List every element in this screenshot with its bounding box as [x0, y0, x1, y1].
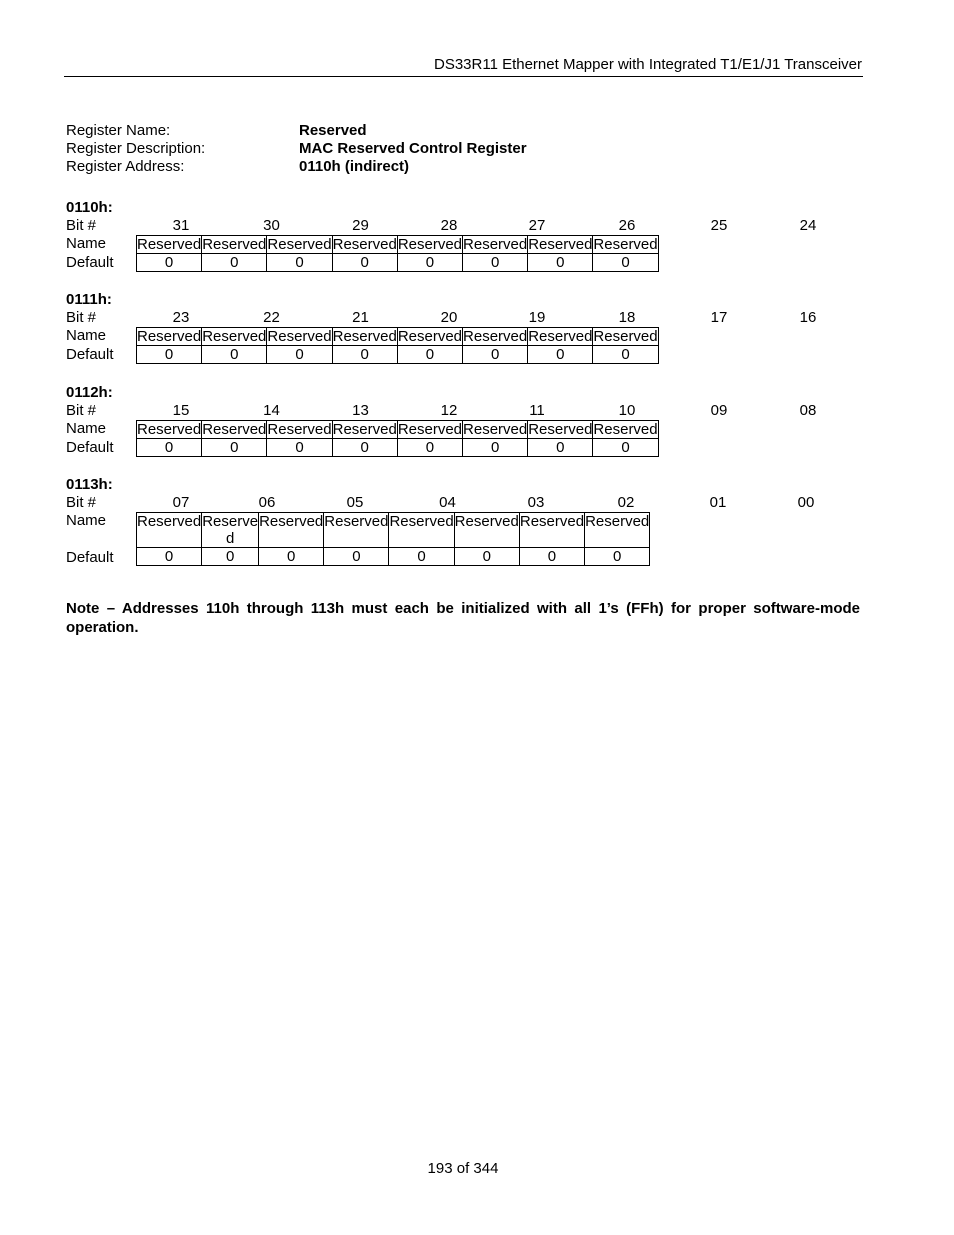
bit-number: 23	[172, 309, 190, 326]
bit-row	[66, 309, 817, 327]
default-row	[137, 548, 650, 566]
field-name-cell: Reserved	[202, 421, 267, 438]
register-address-value: 0110h (indirect)	[299, 158, 410, 175]
bit-number: 22	[263, 309, 280, 326]
default-value-cell: 0	[463, 439, 528, 457]
field-name-text: Reserve	[202, 513, 259, 530]
field-name-cell: Reserved	[519, 513, 584, 548]
register-address-heading: 0113h:	[66, 476, 113, 493]
default-value-cell: 0	[137, 439, 202, 457]
default-value-cell: 0	[332, 439, 397, 457]
field-name-cell: Reserved	[137, 513, 202, 548]
field-name-cell: Reserved	[324, 513, 389, 548]
register-field-table	[136, 512, 650, 566]
bit-number: 27	[528, 217, 546, 234]
default-value-cell: 0	[202, 548, 259, 566]
name-row-label: Name	[66, 327, 107, 344]
bit-row-label: Bit #	[66, 309, 97, 326]
bit-row-label: Bit #	[66, 494, 97, 511]
default-value-cell: 0	[137, 346, 202, 364]
field-name-cell: Reserved	[137, 236, 202, 253]
field-name-cell: Reserved	[332, 421, 397, 438]
bit-number: 16	[799, 309, 817, 326]
default-value-cell: 0	[585, 548, 650, 566]
field-name-cell: Reserved	[332, 328, 397, 345]
default-value-cell: 0	[267, 439, 332, 457]
field-name-cell: Reserved	[593, 236, 658, 253]
bit-number: 20	[440, 309, 458, 326]
default-value-cell: 0	[593, 346, 658, 364]
bit-number: 19	[528, 309, 546, 326]
field-name-cell: Reserved	[528, 421, 593, 438]
register-address-label: Register Address:	[66, 158, 185, 175]
bit-number: 00	[797, 494, 815, 511]
bit-number: 13	[352, 402, 369, 419]
register-address-heading: 0110h:	[66, 199, 113, 216]
default-value-cell: 0	[267, 346, 332, 364]
field-name-cell: Reserved	[259, 513, 324, 548]
register-description-value: MAC Reserved Control Register	[299, 140, 527, 157]
header-divider	[64, 76, 863, 77]
register-field-table	[136, 235, 659, 272]
bit-number: 17	[710, 309, 728, 326]
default-value-cell: 0	[397, 254, 462, 272]
bit-number: 25	[710, 217, 728, 234]
bit-number: 12	[440, 402, 458, 419]
default-value-cell: 0	[397, 346, 462, 364]
register-block	[66, 199, 817, 272]
default-value-cell: 0	[259, 548, 324, 566]
register-address-heading: 0111h:	[66, 291, 112, 308]
bit-number: 29	[352, 217, 369, 234]
field-name-cell: Reserved	[463, 236, 528, 253]
default-row-label: Default	[66, 549, 114, 566]
default-value-cell: 0	[137, 254, 202, 272]
default-value-cell: 0	[397, 439, 462, 457]
bit-number: 06	[258, 494, 276, 511]
name-row-label: Name	[66, 420, 107, 437]
bit-number: 09	[710, 402, 728, 419]
field-name-cell: Reserved	[202, 236, 267, 253]
page-header: DS33R11 Ethernet Mapper with Integrated T1/E1/J1 Transceiver	[433, 56, 862, 73]
name-row-label: Name	[66, 235, 107, 252]
default-row-label: Default	[66, 254, 114, 271]
bit-number: 07	[172, 494, 190, 511]
default-value-cell: 0	[202, 346, 267, 364]
bit-number: 11	[529, 402, 545, 419]
default-value-cell: 0	[528, 346, 593, 364]
field-name-cell: Reserved	[397, 328, 463, 345]
bit-number: 04	[439, 494, 456, 511]
field-name-cell: Reserved	[389, 513, 454, 548]
register-block	[66, 291, 817, 364]
bit-number: 28	[440, 217, 458, 234]
register-name-label: Register Name:	[66, 122, 171, 139]
field-name-cell: Reserved	[463, 328, 528, 345]
field-name-cell: Reserved	[454, 513, 519, 548]
field-name-cell: Reserved	[267, 236, 332, 253]
bit-row-label: Bit #	[66, 402, 97, 419]
field-name-cell: Reserved	[397, 236, 463, 253]
register-address-heading: 0112h:	[66, 384, 113, 401]
bit-number: 18	[618, 309, 636, 326]
field-name-text: d	[225, 530, 235, 547]
bit-number: 02	[617, 494, 635, 511]
default-value-cell: 0	[528, 254, 593, 272]
bit-number: 31	[172, 217, 190, 234]
bit-number: 26	[618, 217, 636, 234]
default-row	[137, 346, 659, 364]
field-name-cell: Reserved	[397, 421, 463, 438]
default-row-label: Default	[66, 439, 114, 456]
field-name-cell: Reserved	[585, 513, 650, 548]
field-name-cell: Reserved	[593, 421, 658, 438]
field-name-cell: Reserved	[202, 328, 267, 345]
default-value-cell: 0	[332, 254, 397, 272]
field-name-cell	[202, 513, 259, 548]
register-block	[66, 476, 815, 567]
default-row-label: Default	[66, 346, 114, 363]
name-row	[137, 421, 659, 439]
bit-number: 21	[352, 309, 369, 326]
field-name-cell: Reserved	[267, 421, 332, 438]
name-row	[137, 328, 659, 346]
field-name-cell: Reserved	[593, 328, 658, 345]
name-row-label: Name	[66, 512, 107, 529]
field-name-cell: Reserved	[528, 328, 593, 345]
register-block	[66, 384, 817, 457]
bit-row	[66, 494, 815, 512]
bit-row-label: Bit #	[66, 217, 97, 234]
default-value-cell: 0	[593, 439, 658, 457]
default-value-cell: 0	[267, 254, 332, 272]
bit-number: 30	[263, 217, 280, 234]
field-name-cell: Reserved	[463, 421, 528, 438]
register-name-value: Reserved	[299, 122, 367, 139]
bit-number: 24	[799, 217, 817, 234]
name-row	[137, 513, 650, 548]
default-row	[137, 254, 659, 272]
default-value-cell: 0	[202, 254, 267, 272]
default-value-cell: 0	[528, 439, 593, 457]
default-value-cell: 0	[137, 548, 202, 566]
bit-row	[66, 402, 817, 420]
default-value-cell: 0	[463, 346, 528, 364]
field-name-cell: Reserved	[332, 236, 397, 253]
default-value-cell: 0	[324, 548, 389, 566]
default-value-cell: 0	[463, 254, 528, 272]
default-row	[137, 439, 659, 457]
note: Note – Addresses 110h through 113h must each be initialized with all 1’s (FFh) for proper software-mode operation.	[66, 600, 860, 636]
bit-number: 03	[527, 494, 545, 511]
field-name-cell: Reserved	[137, 421, 202, 438]
default-value-cell: 0	[389, 548, 454, 566]
default-value-cell: 0	[454, 548, 519, 566]
bit-number: 10	[618, 402, 636, 419]
default-value-cell: 0	[332, 346, 397, 364]
field-name-cell: Reserved	[137, 328, 202, 345]
bit-number: 01	[709, 494, 727, 511]
default-value-cell: 0	[202, 439, 267, 457]
bit-number: 05	[346, 494, 364, 511]
default-value-cell: 0	[519, 548, 584, 566]
page-number: 193 of 344	[427, 1160, 499, 1177]
bit-number: 08	[799, 402, 817, 419]
register-description-label: Register Description:	[66, 140, 206, 157]
bit-row	[66, 217, 817, 235]
bit-number: 15	[172, 402, 190, 419]
bit-number: 14	[263, 402, 280, 419]
default-value-cell: 0	[593, 254, 658, 272]
register-field-table	[136, 420, 659, 457]
field-name-cell: Reserved	[267, 328, 332, 345]
name-row	[137, 236, 659, 254]
field-name-cell: Reserved	[528, 236, 593, 253]
register-field-table	[136, 327, 659, 364]
